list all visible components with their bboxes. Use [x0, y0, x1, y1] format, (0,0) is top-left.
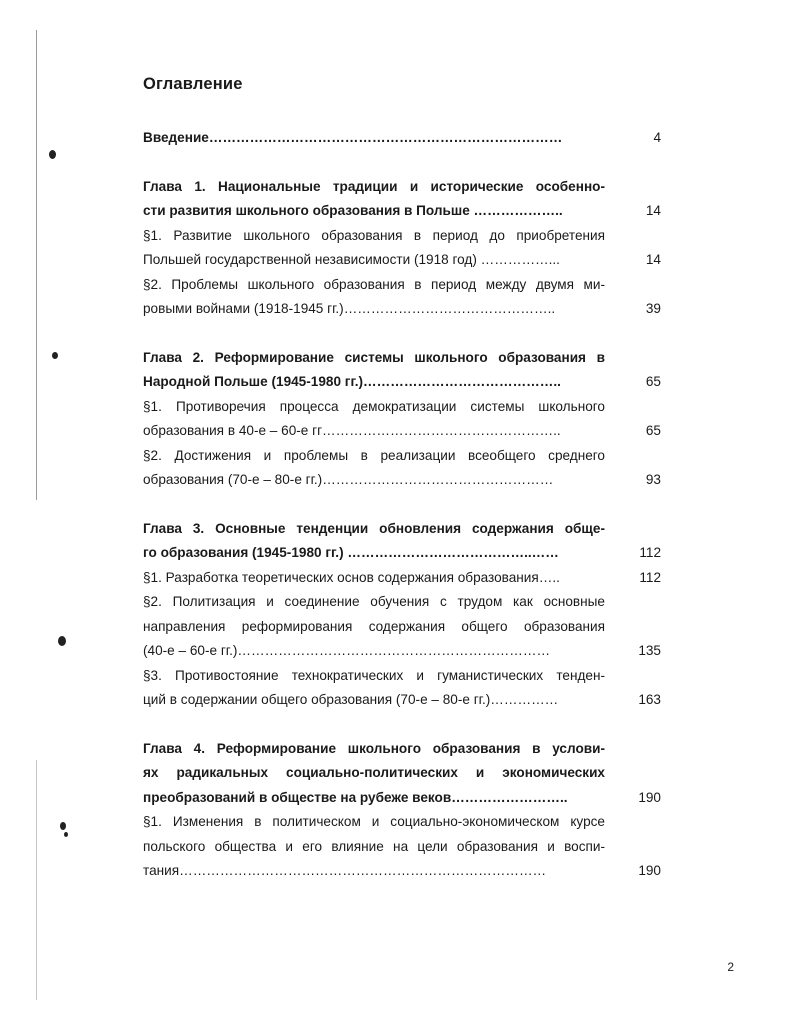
- toc-ch3-section-2-line-1: [143, 590, 605, 615]
- toc-entry-text: (40-е – 60-е гг.)……………………………………………………………: [143, 643, 551, 658]
- scan-speck: [64, 832, 68, 837]
- toc-entry-text: §1. Разработка теоретических основ содержания образования…..: [143, 569, 560, 585]
- toc-ch1-section-2-line-2: [143, 297, 665, 322]
- toc-entry-text: Глава 1. Национальные традиции и исторические особенно-: [143, 178, 605, 194]
- toc-chapter-4-line-1: [143, 737, 605, 762]
- toc-entry-text: образования в 40-е – 60-е гг……………………………………………..: [143, 423, 561, 438]
- toc-entry-text: Народной Польше (1945-1980 гг.)……………………………………..: [143, 374, 561, 389]
- toc-entry-text: сти развития школьного образования в Польше ………………..: [143, 203, 563, 218]
- toc-entry-intro: [143, 126, 665, 151]
- toc-entry-text: Глава 2. Реформирование системы школьного образования в: [143, 349, 605, 365]
- toc-entry-text: Глава 3. Основные тенденции обновления содержания обще-: [143, 520, 605, 536]
- toc-entry-text: преобразований в обществе на рубеже веков……………………..: [143, 789, 568, 805]
- toc-page-number: 39: [645, 301, 661, 316]
- toc-chapter-2-line-2: [143, 370, 665, 395]
- toc-chapter-1-line-2: [143, 199, 665, 224]
- toc-entry-text: направления реформирования содержания общего образования: [143, 618, 605, 634]
- toc-entry-text: го образования (1945-1980 гг.) …………………………………..……: [143, 545, 559, 560]
- toc-entry-text: §1. Противоречия процесса демократизации системы школьного: [143, 398, 605, 414]
- toc-ch4-section-1-line-3: [143, 859, 665, 884]
- toc-ch1-section-1-line-1: [143, 224, 605, 249]
- scan-speck: [49, 150, 56, 159]
- toc-ch1-section-2-line-1: [143, 273, 605, 298]
- toc-chapter-3-line-2: [143, 541, 665, 566]
- toc-ch3-section-2-line-2: [143, 615, 605, 640]
- toc-entry-text: §2. Проблемы школьного образования в период между двумя ми-: [143, 276, 605, 292]
- toc-page-number: 93: [645, 472, 661, 487]
- toc-ch1-section-1-line-2: [143, 248, 665, 273]
- toc-ch2-section-2-line-2: [143, 468, 665, 493]
- scan-speck: [58, 636, 66, 646]
- toc-page-number: 14: [645, 252, 661, 267]
- toc-entry-text: тания………………………………………………………………………: [143, 863, 547, 878]
- toc-ch3-section-1: [143, 566, 665, 591]
- toc-entry-text: Польшей государственной независимости (1918 год) ……………...: [143, 252, 560, 267]
- toc-page-number: 4: [653, 130, 661, 145]
- toc-entry-text: Глава 4. Реформирование школьного образования в услови-: [143, 740, 605, 756]
- toc-ch2-section-2-line-1: [143, 444, 605, 469]
- toc-entry-text: §3. Противостояние технократических и гуманистических тенден-: [143, 667, 605, 683]
- toc-page-number: 14: [645, 203, 661, 218]
- toc-entry-text: Введение……………………………………………………………………: [143, 130, 563, 145]
- toc-entry-text: ях радикальных социально-политических и экономических: [143, 765, 605, 780]
- toc-entry-text: ровыми войнами (1918-1945 гг.)………………………………………..: [143, 301, 556, 316]
- toc-ch3-section-3-line-1: [143, 664, 605, 689]
- toc-heading: Оглавление: [143, 75, 243, 93]
- toc-page-number: 135: [638, 643, 661, 658]
- toc-page-number: 190: [638, 789, 661, 805]
- toc-ch4-section-1-line-1: [143, 810, 605, 835]
- toc-page-number: 190: [638, 863, 661, 878]
- scan-margin-line-lower: [36, 760, 37, 1000]
- toc-chapter-4-line-2: [143, 761, 605, 786]
- toc-entry-text: польского общества и его влияние на цели образования и воспи-: [143, 838, 605, 854]
- toc-page-number: 65: [645, 374, 661, 389]
- toc-entry-text: §2. Политизация и соединение обучения с трудом как основные: [143, 594, 605, 609]
- toc-page-number: 112: [639, 569, 661, 585]
- toc-chapter-1-line-1: [143, 175, 605, 200]
- scan-margin-line: [36, 30, 37, 500]
- toc-ch3-section-2-line-3: [143, 639, 665, 664]
- scan-speck: [52, 352, 58, 359]
- table-of-contents: [143, 126, 665, 884]
- toc-page-number: 112: [639, 545, 661, 560]
- toc-ch3-section-3-line-2: [143, 688, 665, 713]
- toc-entry-text: §1. Развитие школьного образования в период до приобретения: [143, 227, 605, 243]
- toc-chapter-3-line-1: [143, 517, 605, 542]
- toc-entry-text: §2. Достижения и проблемы в реализации всеобщего среднего: [143, 447, 605, 463]
- toc-chapter-4-line-3: [143, 786, 665, 811]
- toc-entry-text: образования (70-е – 80-е гг.)……………………………………………: [143, 472, 554, 487]
- toc-ch2-section-1-line-2: [143, 419, 665, 444]
- scan-speck: [60, 822, 66, 830]
- toc-ch4-section-1-line-2: [143, 835, 605, 860]
- toc-entry-text: ций в содержании общего образования (70-е – 80-е гг.)……………: [143, 692, 559, 707]
- toc-chapter-2-line-1: [143, 346, 605, 371]
- page-number: 2: [727, 960, 734, 974]
- toc-ch2-section-1-line-1: [143, 395, 605, 420]
- toc-page-number: 163: [638, 692, 661, 707]
- toc-entry-text: §1. Изменения в политическом и социально-экономическом курсе: [143, 814, 605, 829]
- toc-page-number: 65: [645, 423, 661, 438]
